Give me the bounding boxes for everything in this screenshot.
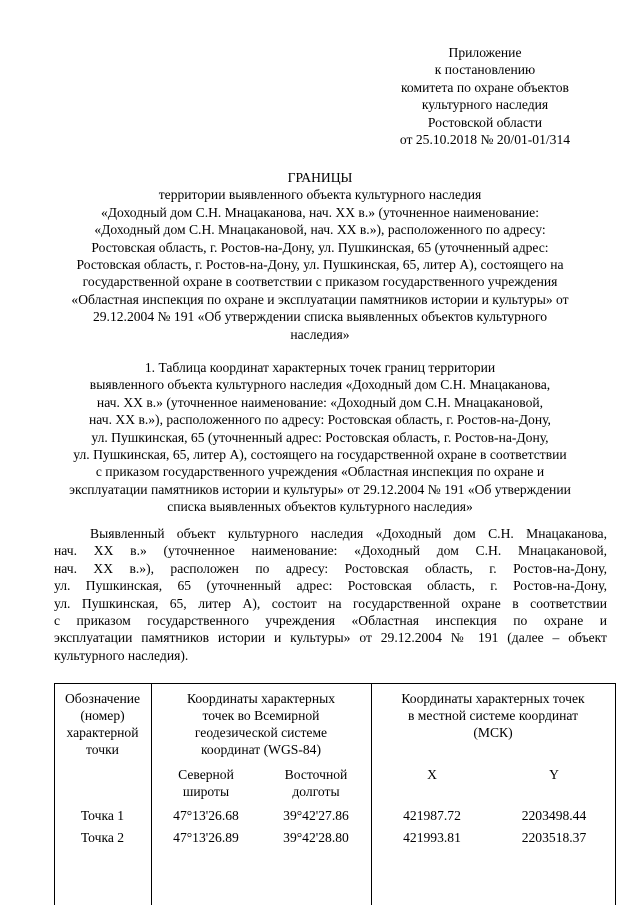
table-top-border [54,683,616,684]
title-heading: ГРАНИЦЫ [287,170,353,185]
title-line: «Доходный дом С.Н. Мнацаканова, нач. XX в.» (уточненное наименование: [100,204,539,220]
header-msk: Координаты характерных точек в местной системе координат (МСК) [401,691,585,740]
paragraph-line: эксплуатации памятников истории и культуры» от 29.12.2004 № 191 (далее – объект [54,630,607,646]
title-line: Ростовская область, г. Ростов-на-Дону, ул. Пушкинская, 65, литер А), состоящего на [76,257,564,273]
body-paragraph [54,525,607,664]
table-cell-lon: 39°42'28.80 [283,830,349,845]
table-cell-point: Точка 1 [80,808,125,823]
document-title [40,169,600,343]
title-line: наследия» [290,326,350,342]
appendix-line: Приложение [448,45,522,60]
paragraph-line: ул. Пушкинская, 65 (уточненный адрес: Ростовская область, г. Ростов-на-Дону, [54,578,607,594]
section-1-heading [40,359,600,516]
title-line: «Доходный дом С.Н. Мнацакановой, нач. XX в.»), расположенного по адресу: [94,222,546,238]
table-cell-y: 2203518.37 [521,830,587,845]
table-border-right [615,683,616,905]
section-line: выявленного объекта культурного наследия «Доходный дом С.Н. Мнацаканова, [89,377,551,393]
table-cell-y: 2203498.44 [521,808,587,823]
title-line: Ростовская область, г. Ростов-на-Дону, ул. Пушкинская, 65 (уточненный адрес: [91,239,549,255]
section-line: ул. Пушкинская, 65, литер А), состоящего на государственной охране в соответствии [73,447,567,463]
subheader-east-longitude: Восточной долготы [284,767,348,799]
appendix-line: Ростовской области [427,114,543,130]
table-cell-x: 421987.72 [403,808,461,823]
section-line: списка выявленных объектов культурного наследия» [167,499,473,515]
paragraph-line: ул. Пушкинская, 65, литер А), состоит на государственной охране в соответствии [54,595,607,611]
section-line: нач. XX в.»), расположенного по адресу: Ростовская область, г. Ростов-на-Дону, [89,412,551,428]
title-line: государственной охране в соответствии с приказом государственного учреждения [82,274,558,290]
table-cell-lon: 39°42'27.86 [283,808,349,823]
title-line: «Областная инспекция по охране и эксплуатации памятников истории и культуры» от [71,291,569,307]
table-cell-point: Точка 2 [80,830,125,845]
subheader-north-latitude: Северной широты [178,767,234,799]
section-line: 1. Таблица координат характерных точек границ территории [144,360,496,375]
table-cell-x: 421993.81 [403,830,461,845]
header-wgs84: Координаты характерных точек во Всемирной геодезической системе координат (WGS-84) [186,691,336,757]
section-line: эксплуатации памятников истории и культуры» от 29.12.2004 № 191 «Об утверждении [69,481,571,497]
paragraph-line: нач. XX в.» (уточненное наименование: «Доходный дом С.Н. Мнацакановой, [54,543,607,559]
subheader-y: Y [549,767,559,782]
paragraph-line: культурного наследия). [54,647,189,663]
paragraph-line: Выявленный объект культурного наследия «Доходный дом С.Н. Мнацаканова, [90,526,607,541]
table-cell-lat: 47°13'26.68 [173,808,239,823]
appendix-block [390,44,580,148]
title-line: территории выявленного объекта культурного наследия [158,187,482,203]
subheader-x: X [427,767,437,782]
paragraph-line: с приказом государственного учреждения «Областная инспекция по охране и [54,613,607,629]
appendix-line: комитета по охране объектов [401,79,569,95]
appendix-line: к постановлению [434,62,536,78]
appendix-line: культурного наследия [421,97,549,113]
title-line: 29.12.2004 № 191 «Об утверждении списка выявленных объектов культурного [92,309,548,325]
coordinates-table [54,683,616,905]
paragraph-line: нач. XX в.»), расположен по адресу: Ростовская область, г. Ростов-на-Дону, [54,560,607,576]
header-point-id: Обозначение (номер) характерной точки [64,691,141,757]
table-cell-lat: 47°13'26.89 [173,830,239,845]
appendix-line: от 25.10.2018 № 20/01-01/314 [399,132,571,148]
section-line: ул. Пушкинская, 65 (уточненный адрес: Ростовская область, г. Ростов-на-Дону, [91,429,549,445]
section-line: нач. XX в.» (уточненное наименование: «Доходный дом С.Н. Мнацакановой, [96,394,544,410]
section-line: с приказом государственного учреждения «Областная инспекция по охране и [95,464,545,480]
